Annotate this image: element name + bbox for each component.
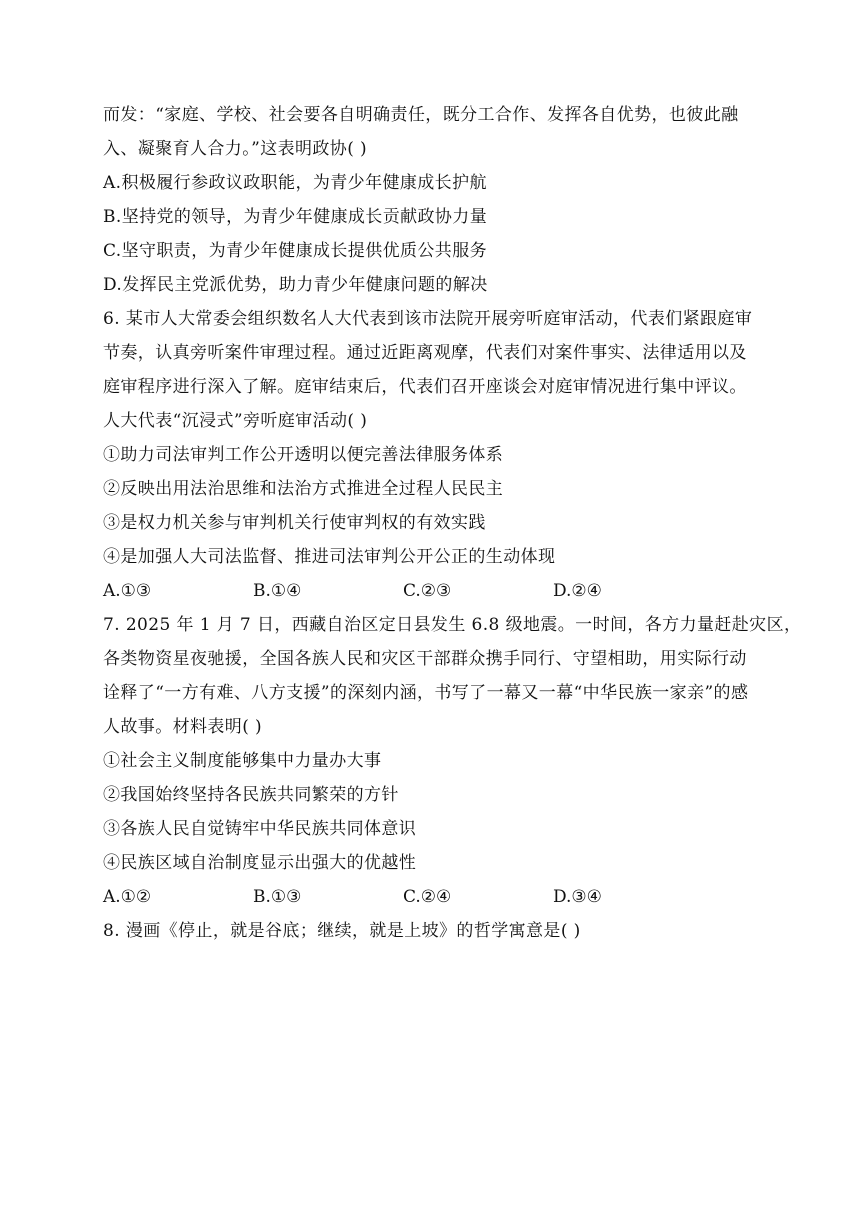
q7-stem-line-3: 诠释了“一方有难、八方支援”的深刻内涵，书写了一幕又一幕“中华民族一家亲”的感 (103, 683, 749, 703)
q5-stem-line-1: 而发：“家庭、学校、社会要各自明确责任，既分工合作、发挥各自优势，也彼此融 (103, 105, 739, 125)
q6-statement-1: ①助力司法审判工作公开透明以便完善法律服务体系 (103, 445, 504, 465)
q7-choices (103, 887, 763, 907)
q5-option-d: D.发挥民主党派优势，助力青少年健康问题的解决 (103, 275, 488, 295)
q6-stem-line-2: 节奏，认真旁听案件审理过程。通过近距离观摩，代表们对案件事实、法律适用以及 (103, 343, 747, 363)
q7-statement-2: ②我国始终坚持各民族共同繁荣的方针 (103, 785, 399, 805)
q6-stem-line-1: 6. 某市人大常委会组织数名人大代表到该市法院开展旁听庭审活动，代表们紧跟庭审 (103, 309, 753, 329)
q6-statement-4: ④是加强人大司法监督、推进司法审判公开公正的生动体现 (103, 547, 556, 567)
q6-choice-a: A.①③ (103, 581, 152, 601)
q7-stem-line-2: 各类物资星夜驰援，全国各族人民和灾区干部群众携手同行、守望相助，用实际行动 (103, 649, 747, 669)
q7-choice-d: D.③④ (553, 887, 602, 907)
q6-choice-d: D.②④ (553, 581, 602, 601)
q6-statement-3: ③是权力机关参与审判机关行使审判权的有效实践 (103, 513, 486, 533)
q6-choice-c: C.②③ (403, 581, 452, 601)
q6-choices (103, 581, 763, 601)
q7-choice-a: A.①② (103, 887, 152, 907)
q5-stem-line-2: 入、凝聚育人合力。”这表明政协( ) (103, 139, 368, 159)
q5-option-b: B.坚持党的领导，为青少年健康成长贡献政协力量 (103, 207, 488, 227)
q5-option-c: C.坚守职责，为青少年健康成长提供优质公共服务 (103, 241, 488, 261)
q7-choice-c: C.②④ (403, 887, 452, 907)
q7-stem-line-4: 人故事。材料表明( ) (103, 717, 263, 737)
q7-statement-1: ①社会主义制度能够集中力量办大事 (103, 751, 382, 771)
q6-choice-b: B.①④ (253, 581, 302, 601)
q6-statement-2: ②反映出用法治思维和法治方式推进全过程人民民主 (103, 479, 504, 499)
q7-statement-4: ④民族区域自治制度显示出强大的优越性 (103, 853, 417, 873)
q5-option-a: A.积极履行参政议政职能，为青少年健康成长护航 (103, 173, 487, 193)
q6-stem-line-4: 人大代表“沉浸式”旁听庭审活动( ) (103, 411, 368, 431)
q7-stem-line-1: 7. 2025 年 1 月 7 日，西藏自治区定日县发生 6.8 级地震。一时间，各方力量赶赴灾区， (103, 615, 802, 635)
q7-choice-b: B.①③ (253, 887, 302, 907)
q7-statement-3: ③各族人民自觉铸牢中华民族共同体意识 (103, 819, 417, 839)
q8-stem: 8. 漫画《停止，就是谷底；继续，就是上坡》的哲学寓意是( ) (103, 921, 581, 941)
q6-stem-line-3: 庭审程序进行深入了解。庭审结束后，代表们召开座谈会对庭审情况进行集中评议。 (103, 377, 747, 397)
